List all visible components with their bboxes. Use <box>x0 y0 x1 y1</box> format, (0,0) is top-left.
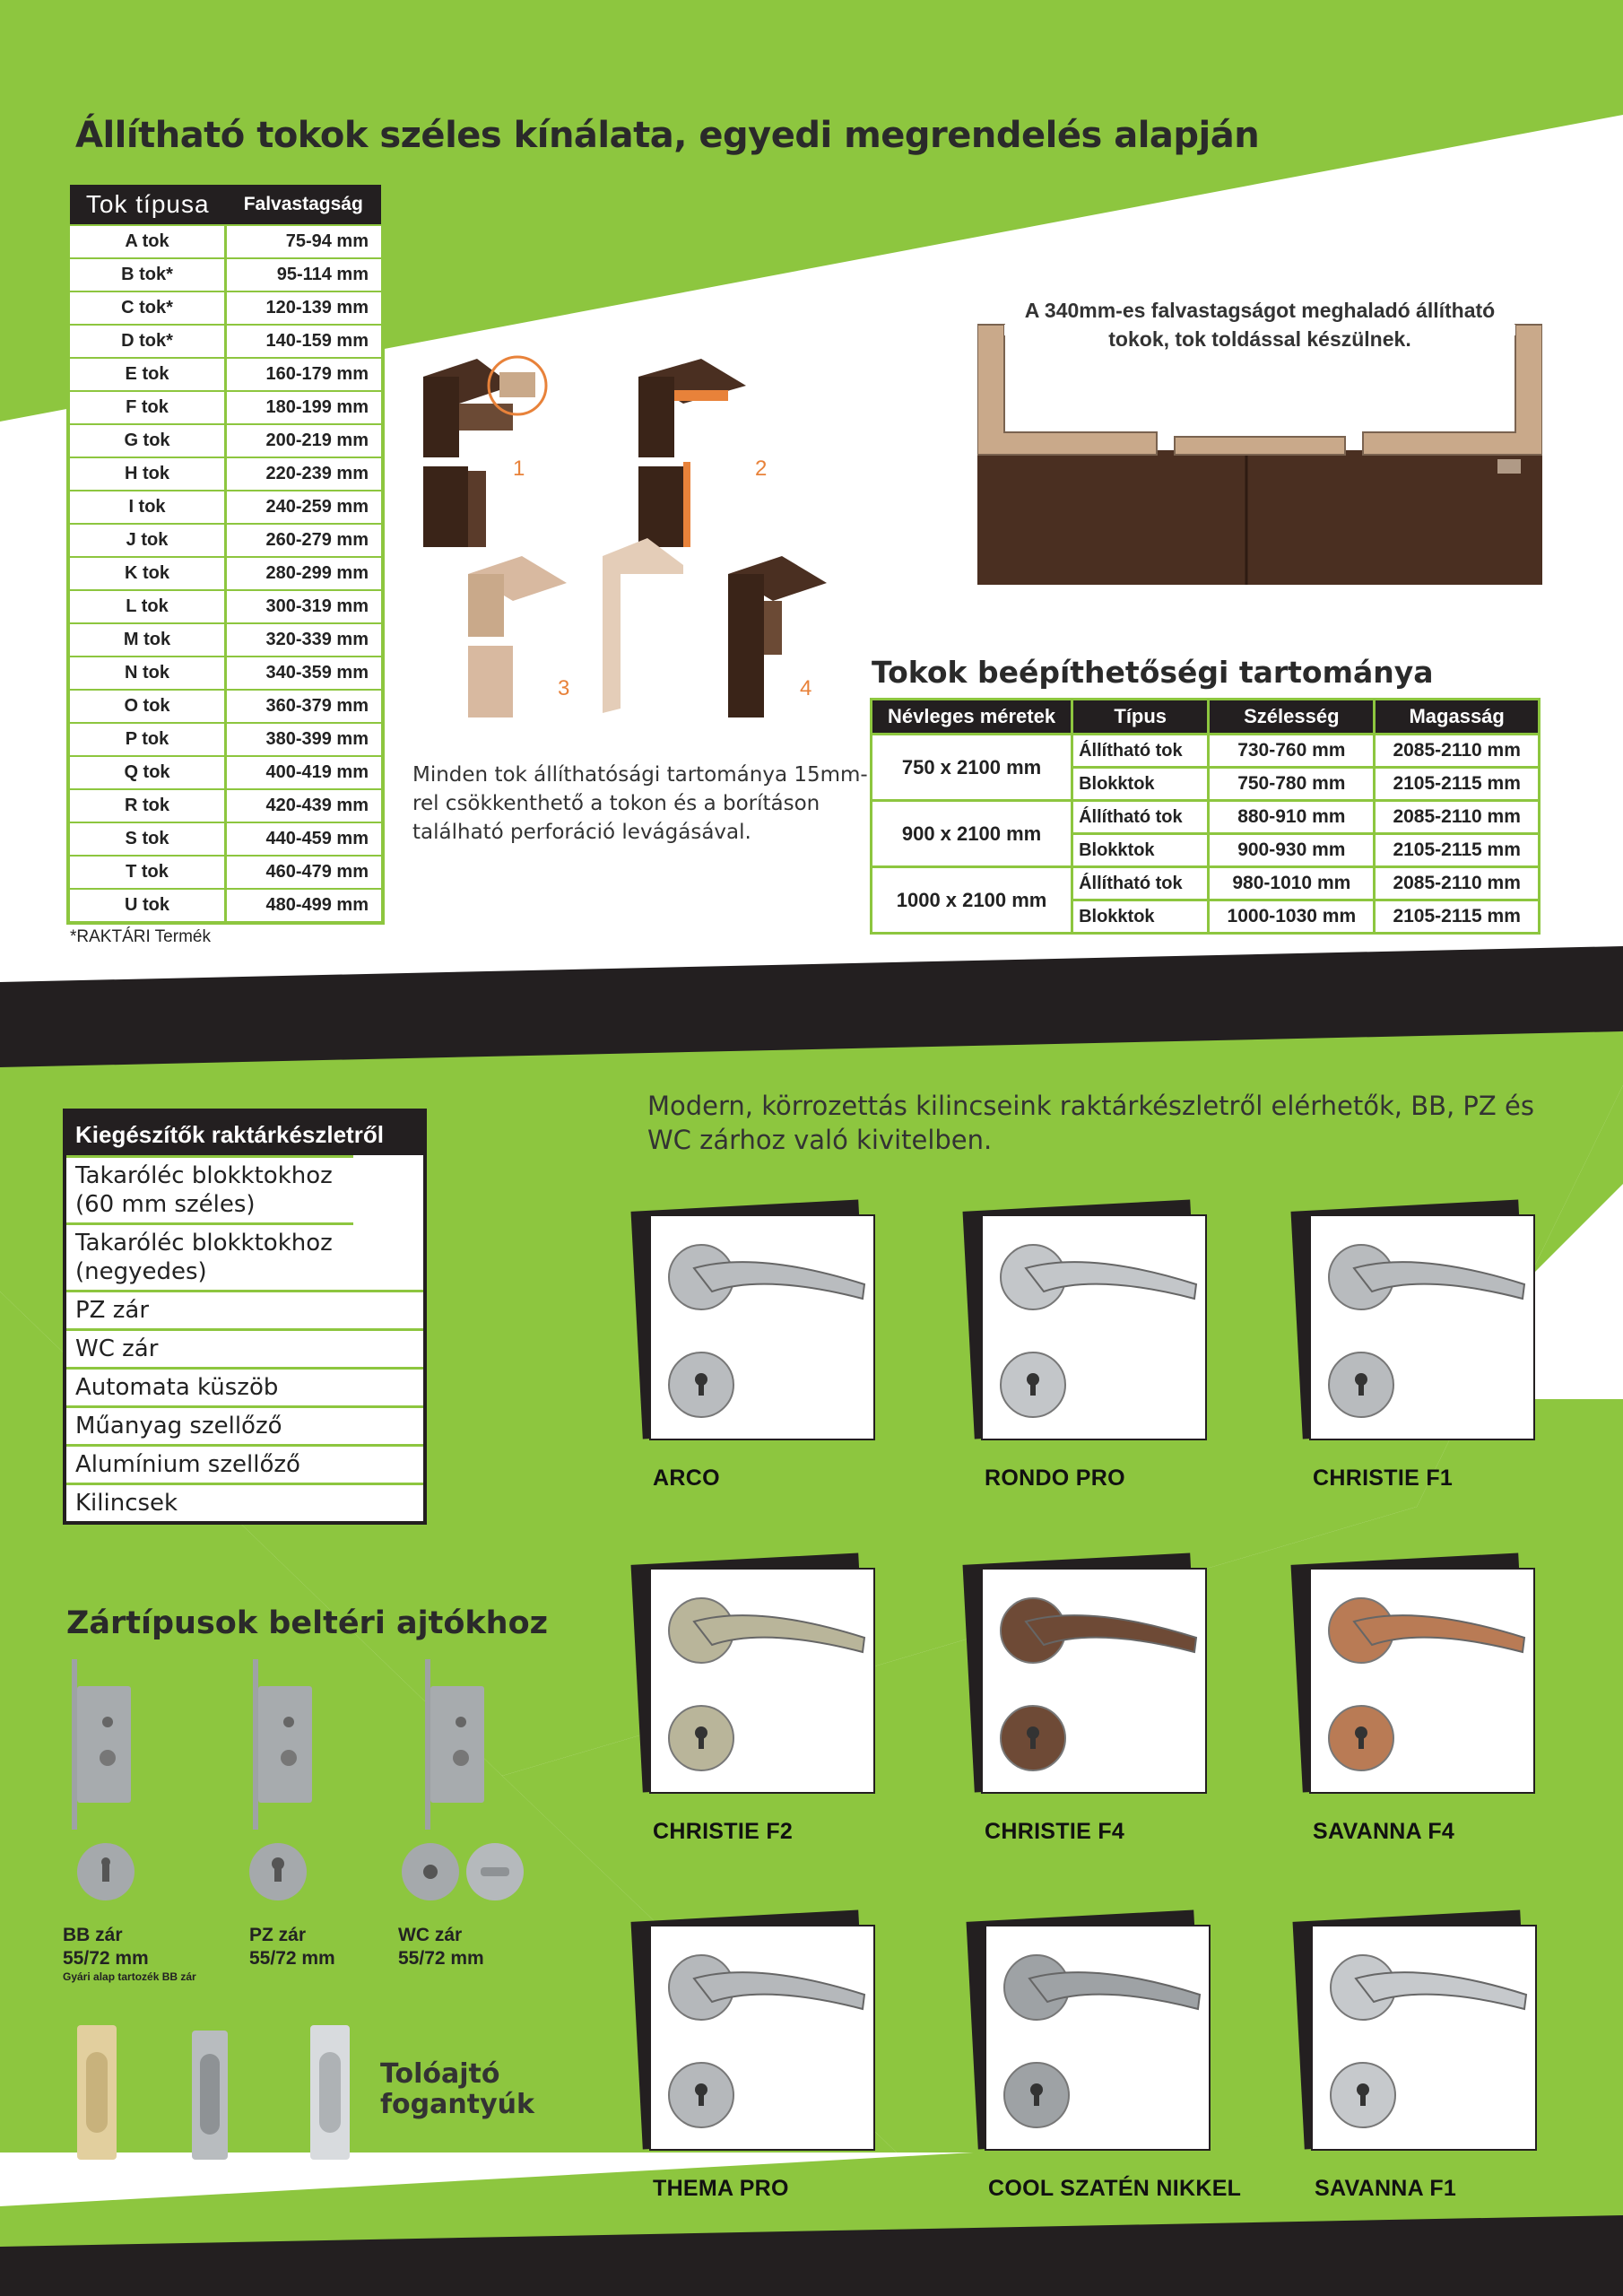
handles-intro: Modern, körrozettás kilincseink raktárkészletről elérhetők, BB, PZ és WC zárhoz való kivitelben. <box>647 1091 1534 1155</box>
tok-row <box>68 391 383 424</box>
tok-wall-range: 400-419 mm <box>226 756 384 789</box>
range-width: 730-760 mm <box>1209 735 1375 768</box>
range-type: Blokktok <box>1072 768 1209 801</box>
tok-wall-range: 360-379 mm <box>226 690 384 723</box>
tok-name: N tok <box>68 657 226 690</box>
diagram-label-1: 1 <box>513 457 525 481</box>
range-height: 2105-2115 mm <box>1375 768 1540 801</box>
tok-wall-range: 240-259 mm <box>226 491 384 524</box>
tok-name: U tok <box>68 889 226 923</box>
lock-pz <box>249 1659 357 1970</box>
perforation-note: Minden tok állíthatósági tartománya 15mm-rel csökkenthető a tokon és a borításon található perforáció levágásával. <box>412 763 868 844</box>
pz-lock-icon <box>249 1659 357 1919</box>
tok-wall-range: 320-339 mm <box>226 623 384 657</box>
handle-card <box>985 1925 1211 2151</box>
tok-row <box>68 424 383 457</box>
lock-bb <box>63 1659 196 1983</box>
page-title: Állítható tokok széles kínálata, egyedi megrendelés alapján <box>75 115 1260 156</box>
door-handle-icon <box>649 1568 875 1794</box>
handle-name: ARCO <box>653 1465 720 1491</box>
diagram-label-4: 4 <box>800 676 812 700</box>
door-handle-icon <box>649 1925 875 2151</box>
wc-lock-icon <box>398 1659 533 1919</box>
tok-header-wall: Falvastagság <box>226 183 384 225</box>
range-type: Blokktok <box>1072 834 1209 867</box>
range-nominal: 750 x 2100 mm <box>872 735 1072 801</box>
range-header-width: Szélesség <box>1209 700 1375 735</box>
tok-wall-range: 280-299 mm <box>226 557 384 590</box>
sliding-handles-image <box>72 2022 359 2165</box>
lock-bb-size: 55/72 mm <box>63 1948 149 1969</box>
diagram-label-2: 2 <box>755 457 768 481</box>
handle-name: CHRISTIE F2 <box>653 1819 794 1844</box>
tok-wall-range: 380-399 mm <box>226 723 384 756</box>
tok-row <box>68 822 383 856</box>
range-width: 880-910 mm <box>1209 801 1375 834</box>
tok-row <box>68 325 383 358</box>
lock-bb-name: BB zár <box>63 1925 123 1945</box>
tok-name: F tok <box>68 391 226 424</box>
diagram-label-3: 3 <box>558 676 570 700</box>
lock-wc-size: 55/72 mm <box>398 1948 484 1969</box>
range-row <box>872 735 1540 768</box>
handle-card <box>1311 1925 1537 2151</box>
tok-name: R tok <box>68 789 226 822</box>
stock-note: *RAKTÁRI Termék <box>70 927 211 946</box>
tok-wall-range: 440-459 mm <box>226 822 384 856</box>
tok-wall-range: 75-94 mm <box>226 225 384 258</box>
tok-name: G tok <box>68 424 226 457</box>
door-handle-icon <box>981 1214 1207 1440</box>
handle-card <box>981 1568 1207 1794</box>
door-handle-icon <box>1309 1568 1535 1794</box>
handle-card <box>649 1568 875 1794</box>
sliding-handles-label-line2: fogantyúk <box>380 2089 534 2120</box>
handle-name: COOL SZATÉN NIKKEL <box>988 2176 1242 2201</box>
tok-row <box>68 657 383 690</box>
frame-assembly-diagram <box>414 350 845 735</box>
handle-card <box>981 1214 1207 1440</box>
handle-card <box>1309 1568 1535 1794</box>
sliding-handles-label-line1: Tolóajtó <box>380 2058 500 2090</box>
tok-wall-range: 180-199 mm <box>226 391 384 424</box>
accessories-title: Kiegészítők raktárkészletről <box>66 1112 423 1155</box>
tok-row <box>68 690 383 723</box>
tok-row <box>68 358 383 391</box>
tok-name: I tok <box>68 491 226 524</box>
tok-wall-range: 95-114 mm <box>226 258 384 291</box>
handle-name: RONDO PRO <box>985 1465 1125 1491</box>
tok-wall-range: 260-279 mm <box>226 524 384 557</box>
handle-card <box>1309 1214 1535 1440</box>
tok-name: A tok <box>68 225 226 258</box>
range-height: 2105-2115 mm <box>1375 900 1540 934</box>
accessory-item: Alumínium szellőző <box>66 1444 423 1483</box>
tok-row <box>68 524 383 557</box>
tok-row <box>68 590 383 623</box>
range-nominal: 1000 x 2100 mm <box>872 867 1072 934</box>
frame-extension-caption: A 340mm-es falvastagságot meghaladó állítható tokok, tok toldással készülnek. <box>1024 299 1496 351</box>
range-row <box>872 801 1540 834</box>
tok-name: O tok <box>68 690 226 723</box>
range-width: 750-780 mm <box>1209 768 1375 801</box>
accessory-item: Kilincsek <box>66 1483 423 1521</box>
tok-name: J tok <box>68 524 226 557</box>
range-width: 900-930 mm <box>1209 834 1375 867</box>
handle-name: CHRISTIE F4 <box>985 1819 1125 1844</box>
tok-name: K tok <box>68 557 226 590</box>
tok-row <box>68 258 383 291</box>
installation-range-table <box>870 698 1541 935</box>
tok-name: Q tok <box>68 756 226 789</box>
range-height: 2085-2110 mm <box>1375 801 1540 834</box>
accessory-item: Automata küszöb <box>66 1367 423 1405</box>
accessory-item: PZ zár <box>66 1290 423 1328</box>
lock-wc <box>398 1659 533 1970</box>
range-width: 980-1010 mm <box>1209 867 1375 900</box>
tok-row <box>68 225 383 258</box>
range-type: Állítható tok <box>1072 867 1209 900</box>
door-handle-icon <box>981 1568 1207 1794</box>
tok-header-type: Tok típusa <box>68 183 226 225</box>
range-width: 1000-1030 mm <box>1209 900 1375 934</box>
locks-title: Zártípusok beltéri ajtókhoz <box>66 1605 548 1641</box>
tok-row <box>68 491 383 524</box>
accessory-item: WC zár <box>66 1328 423 1367</box>
tok-row <box>68 291 383 325</box>
handle-name: SAVANNA F4 <box>1313 1819 1455 1844</box>
tok-name: S tok <box>68 822 226 856</box>
door-handle-icon <box>1311 1925 1537 2151</box>
door-handle-icon <box>1309 1214 1535 1440</box>
lock-pz-name: PZ zár <box>249 1925 307 1945</box>
range-header-height: Magasság <box>1375 700 1540 735</box>
tok-row <box>68 789 383 822</box>
tok-row <box>68 623 383 657</box>
tok-row <box>68 756 383 789</box>
tok-types-table <box>66 181 385 925</box>
tok-row <box>68 856 383 889</box>
tok-name: L tok <box>68 590 226 623</box>
tok-wall-range: 480-499 mm <box>226 889 384 923</box>
range-height: 2085-2110 mm <box>1375 735 1540 768</box>
lock-wc-name: WC zár <box>398 1925 463 1945</box>
handle-name: SAVANNA F1 <box>1315 2176 1457 2201</box>
range-type: Állítható tok <box>1072 801 1209 834</box>
accessory-item: Műanyag szellőző <box>66 1405 423 1444</box>
range-header-type: Típus <box>1072 700 1209 735</box>
range-nominal: 900 x 2100 mm <box>872 801 1072 867</box>
tok-row <box>68 457 383 491</box>
tok-wall-range: 340-359 mm <box>226 657 384 690</box>
tok-name: H tok <box>68 457 226 491</box>
lock-pz-size: 55/72 mm <box>249 1948 335 1969</box>
range-table-title: Tokok beépíthetőségi tartománya <box>872 655 1434 690</box>
range-height: 2085-2110 mm <box>1375 867 1540 900</box>
range-type: Állítható tok <box>1072 735 1209 768</box>
range-header-nominal: Névleges méretek <box>872 700 1072 735</box>
tok-row <box>68 723 383 756</box>
tok-name: B tok* <box>68 258 226 291</box>
tok-wall-range: 140-159 mm <box>226 325 384 358</box>
tok-wall-range: 120-139 mm <box>226 291 384 325</box>
tok-wall-range: 300-319 mm <box>226 590 384 623</box>
tok-wall-range: 160-179 mm <box>226 358 384 391</box>
tok-name: T tok <box>68 856 226 889</box>
range-type: Blokktok <box>1072 900 1209 934</box>
tok-name: P tok <box>68 723 226 756</box>
handle-name: CHRISTIE F1 <box>1313 1465 1454 1491</box>
tok-name: M tok <box>68 623 226 657</box>
range-row <box>872 867 1540 900</box>
accessory-item: Takaróléc blokktokhoz (60 mm széles) <box>66 1155 353 1222</box>
tok-name: E tok <box>68 358 226 391</box>
range-height: 2105-2115 mm <box>1375 834 1540 867</box>
tok-row <box>68 557 383 590</box>
sliding-handles-label <box>380 2059 534 2120</box>
tok-wall-range: 460-479 mm <box>226 856 384 889</box>
tok-name: D tok* <box>68 325 226 358</box>
handle-card <box>649 1214 875 1440</box>
tok-wall-range: 420-439 mm <box>226 789 384 822</box>
door-handle-icon <box>649 1214 875 1440</box>
bb-lock-icon <box>63 1659 170 1919</box>
tok-name: C tok* <box>68 291 226 325</box>
handle-card <box>649 1925 875 2151</box>
accessory-item: Takaróléc blokktokhoz (negyedes) <box>66 1222 353 1290</box>
tok-wall-range: 220-239 mm <box>226 457 384 491</box>
tok-wall-range: 200-219 mm <box>226 424 384 457</box>
door-handle-icon <box>985 1925 1211 2151</box>
handle-name: THEMA PRO <box>653 2176 789 2201</box>
accessories-list <box>63 1109 427 1525</box>
lock-bb-note: Gyári alap tartozék BB zár <box>63 1970 196 1983</box>
tok-row <box>68 889 383 923</box>
